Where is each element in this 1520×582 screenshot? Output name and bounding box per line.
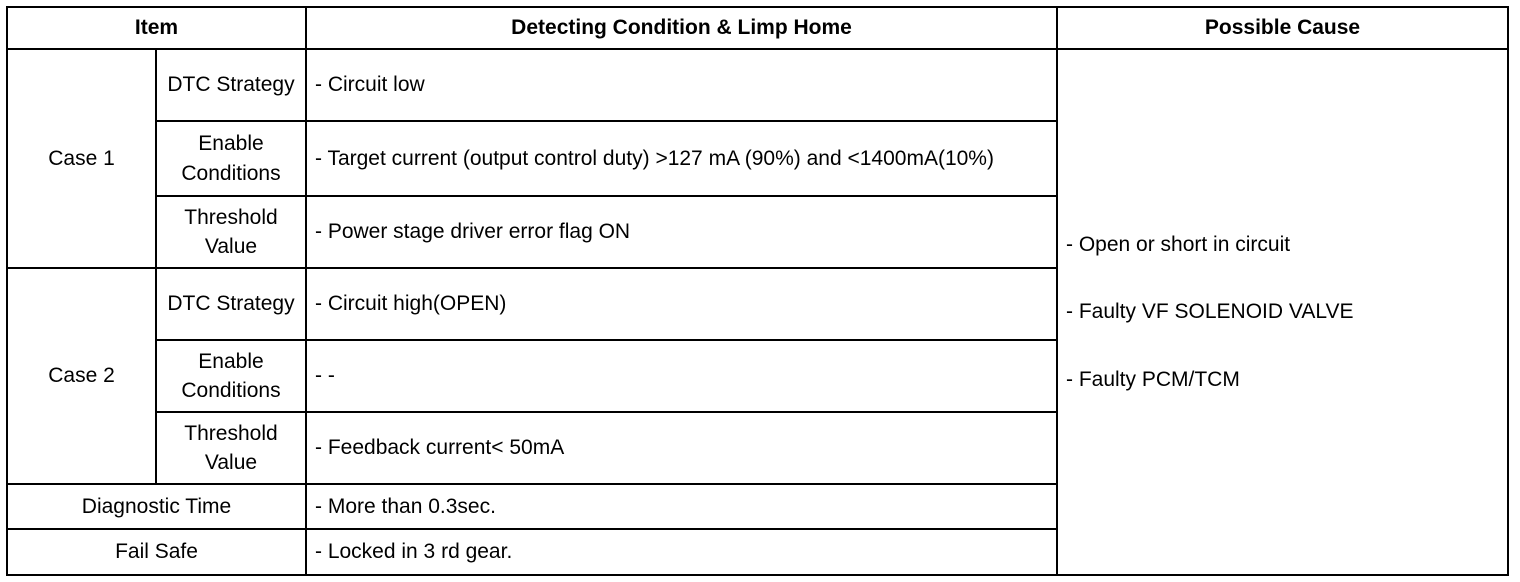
case-2-enable-conditions-label: Enable Conditions xyxy=(156,340,306,412)
possible-cause-cell xyxy=(1057,49,1508,575)
case-2-enable-conditions-value: - - xyxy=(306,340,1057,412)
case-2-threshold-value: - Feedback current< 50mA xyxy=(306,412,1057,484)
header-possible-cause: Possible Cause xyxy=(1057,7,1508,49)
fail-safe-value: - Locked in 3 rd gear. xyxy=(306,529,1057,575)
case-1-threshold-label: Threshold Value xyxy=(156,196,306,268)
case-2-dtc-strategy-value: - Circuit high(OPEN) xyxy=(306,268,1057,340)
diagnostic-time-label: Diagnostic Time xyxy=(7,484,306,529)
case-1-enable-conditions-value: - Target current (output control duty) >127 mA (90%) and <1400mA(10%) xyxy=(315,146,994,170)
header-row xyxy=(7,7,1508,49)
case-2-threshold-label: Threshold Value xyxy=(156,412,306,484)
case-1-dtc-strategy-value: - Circuit low xyxy=(306,49,1057,121)
header-item: Item xyxy=(7,7,306,49)
case-1-label: Case 1 xyxy=(7,49,156,268)
possible-cause-item: - Open or short in circuit xyxy=(1066,232,1291,256)
case-1-enable-conditions-cell xyxy=(306,121,1057,196)
dtc-table xyxy=(6,6,1509,576)
case-2-dtc-strategy-label: DTC Strategy xyxy=(156,268,306,340)
possible-cause-item: - Faulty VF SOLENOID VALVE xyxy=(1066,300,1354,324)
fail-safe-label: Fail Safe xyxy=(7,529,306,575)
table-row xyxy=(7,49,1508,121)
diagnostic-time-value: - More than 0.3sec. xyxy=(306,484,1057,529)
case-1-dtc-strategy-label: DTC Strategy xyxy=(156,49,306,121)
case-1-enable-conditions-label: Enable Conditions xyxy=(156,121,306,196)
possible-cause-item: - Faulty PCM/TCM xyxy=(1066,367,1240,391)
header-detecting-condition: Detecting Condition & Limp Home xyxy=(306,7,1057,49)
case-1-threshold-value: - Power stage driver error flag ON xyxy=(306,196,1057,268)
case-2-label: Case 2 xyxy=(7,268,156,484)
